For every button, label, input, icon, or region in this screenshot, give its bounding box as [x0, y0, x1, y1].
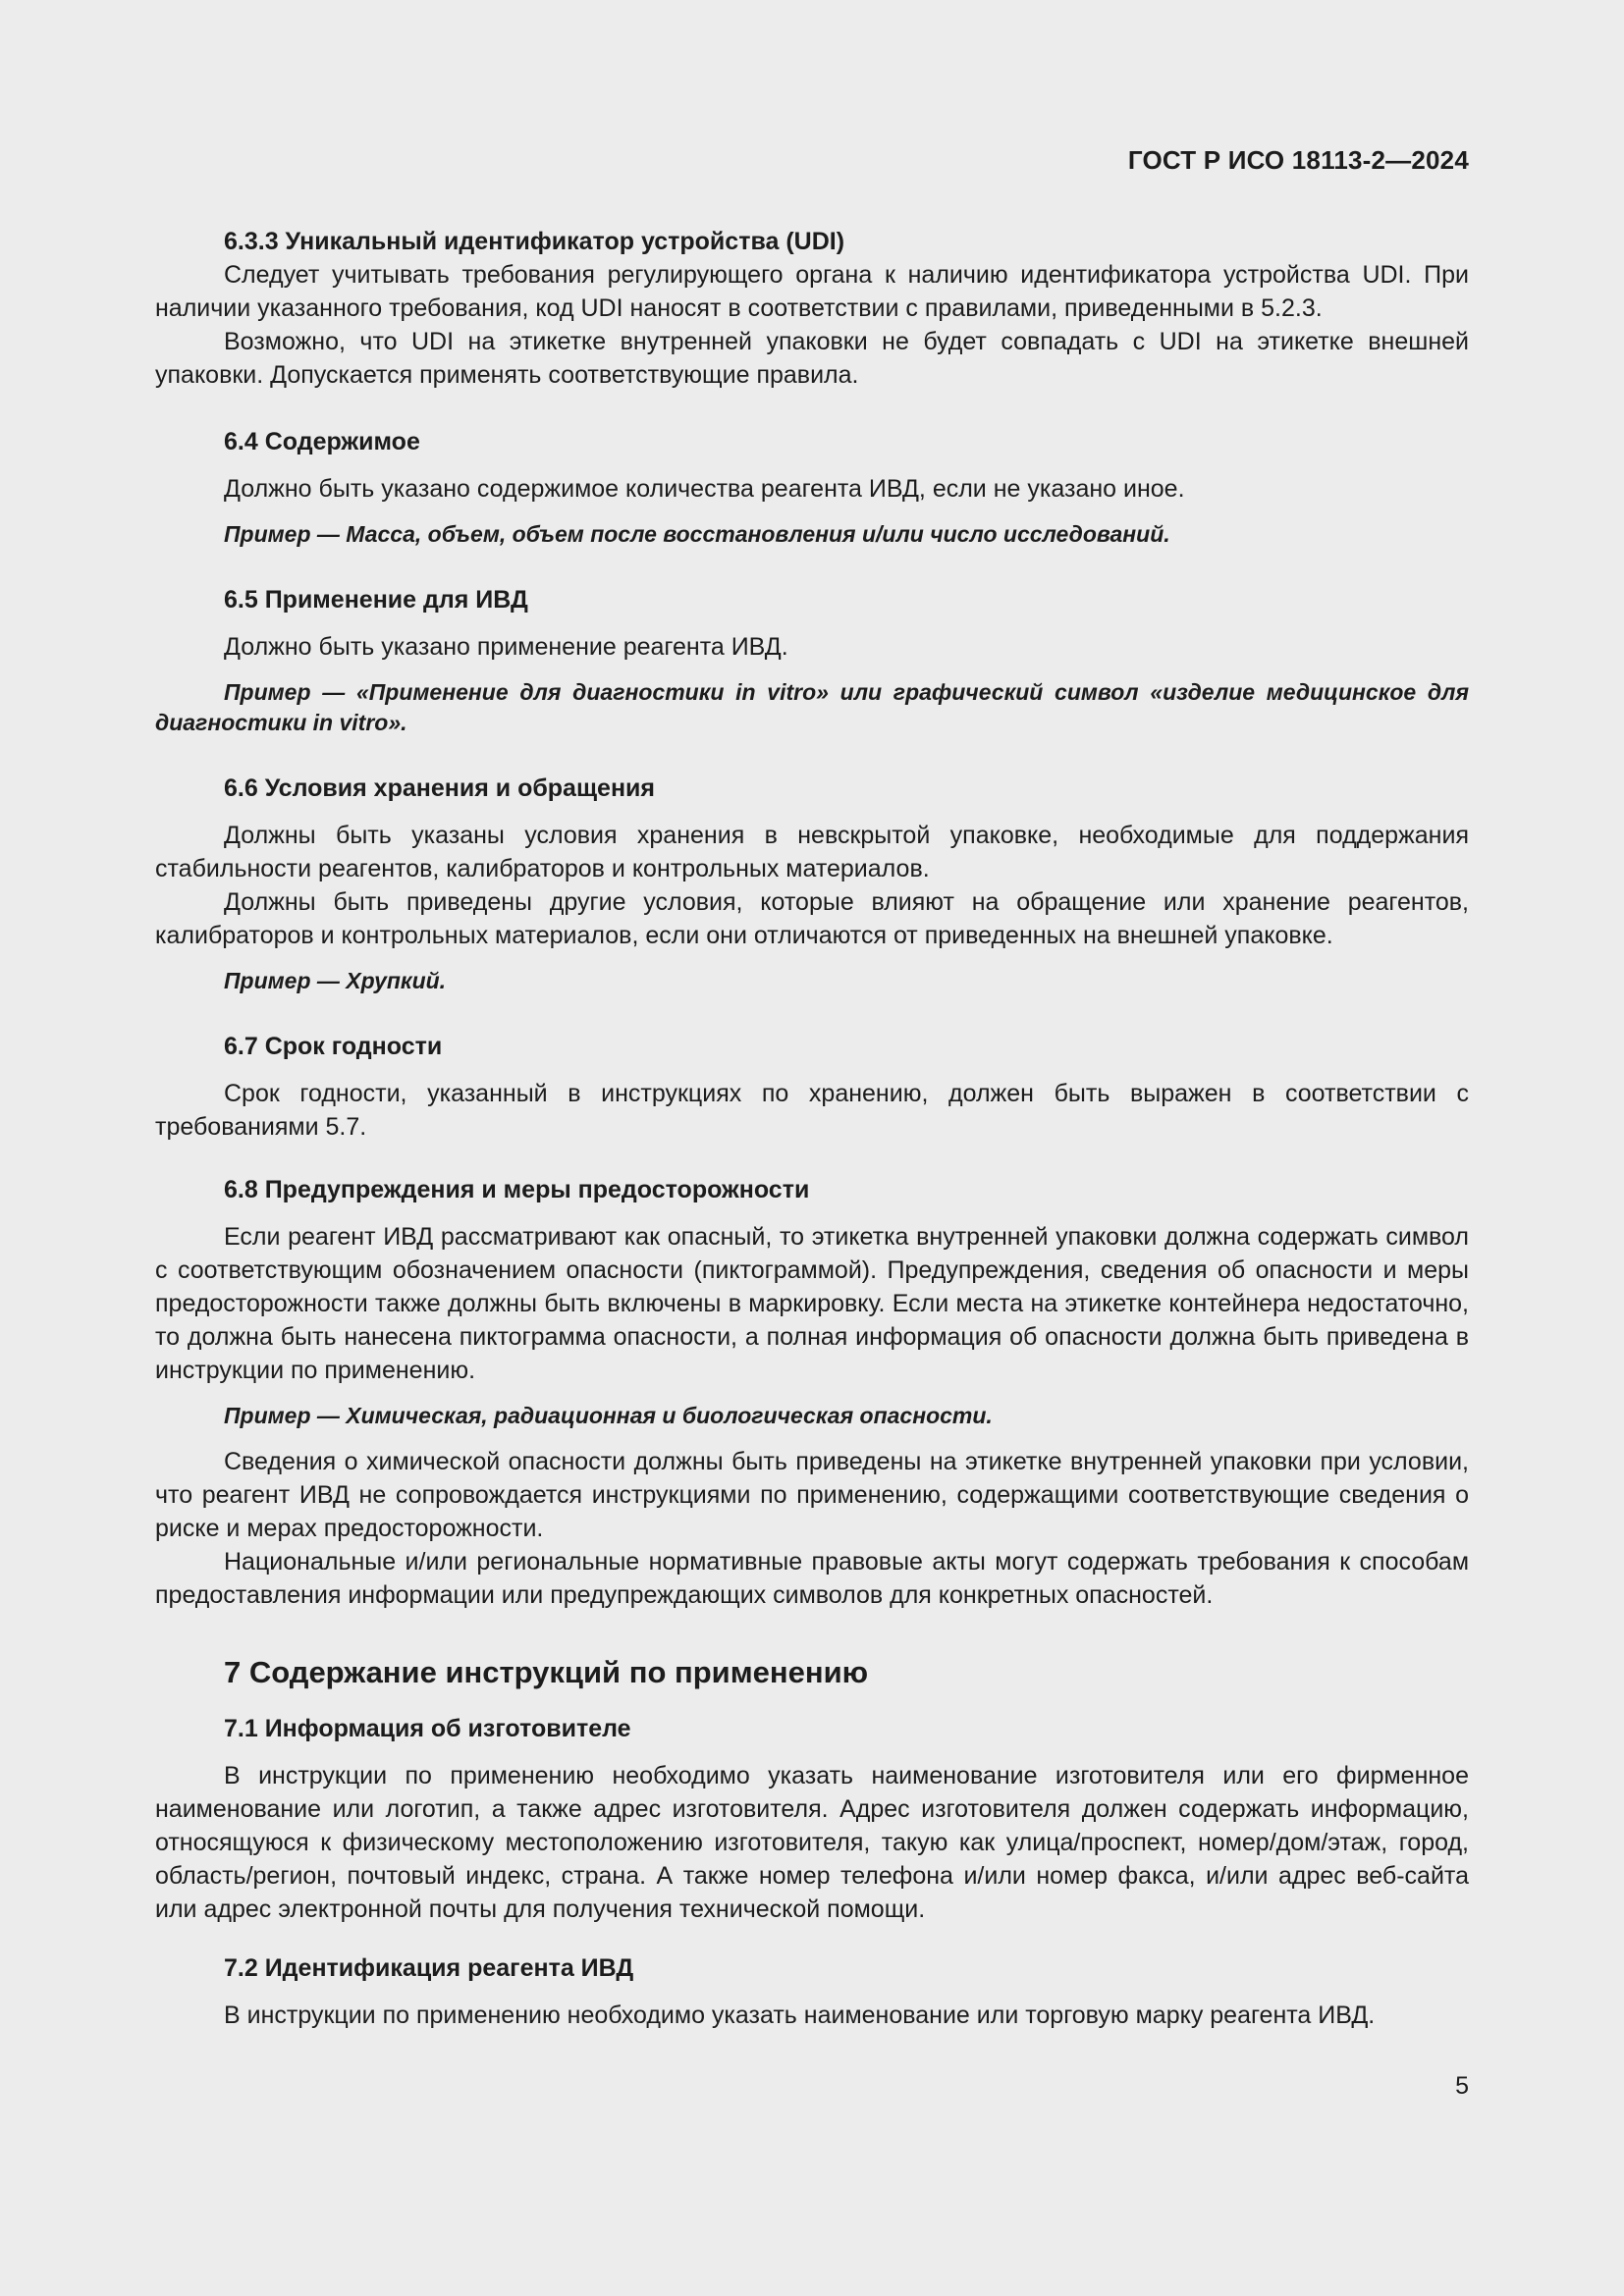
- section-6-3-3-title: 6.3.3 Уникальный идентификатор устройства (UDI): [224, 228, 845, 255]
- section-6-8-paragraph-3: Национальные и/или региональные нормативные правовые акты могут содержать требования к способам предоставления информации или предупреждающих символов для конкретных опасностей.: [155, 1548, 1469, 1609]
- section-6-5-example: Пример — «Применение для диагностики in vitro» или графический символ «изделие медицинское для диагностики in vitro».: [155, 679, 1469, 735]
- section-7-title: 7 Содержание инструкций по применению: [224, 1655, 869, 1689]
- section-6-4-example: Пример — Масса, объем, объем после восстановления и/или число исследований.: [224, 521, 1170, 547]
- document-body: [155, 225, 1469, 2032]
- section-6-8-example: Пример — Химическая, радиационная и биологическая опасности.: [224, 1403, 993, 1428]
- page-number: 5: [1455, 2072, 1469, 2100]
- section-6-5-title: 6.5 Применение для ИВД: [224, 586, 528, 614]
- section-6-6-example: Пример — Хрупкий.: [224, 968, 447, 993]
- document-code-header: ГОСТ Р ИСО 18113-2—2024: [1127, 145, 1469, 175]
- section-6-3-3-paragraph-1: Следует учитывать требования регулирующего органа к наличию идентификатора устройства UDI. При наличии указанного требования, код UDI наносят в соответствии с правилами, приведенными в 5.2.3.: [155, 261, 1469, 322]
- section-6-4-title: 6.4 Содержимое: [224, 428, 420, 455]
- section-7-2-paragraph-1: В инструкции по применению необходимо указать наименование или торговую марку реагента ИВД.: [224, 2002, 1376, 2029]
- section-6-5-paragraph-1: Должно быть указано применение реагента ИВД.: [224, 633, 788, 661]
- document-page: [155, 0, 1469, 2296]
- section-7-2-title: 7.2 Идентификация реагента ИВД: [224, 1954, 634, 1982]
- section-6-6-title: 6.6 Условия хранения и обращения: [224, 774, 656, 802]
- section-6-3-3-paragraph-2: Возможно, что UDI на этикетке внутренней упаковки не будет совпадать с UDI на этикетке внешней упаковки. Допускается применять соответствующие правила.: [155, 328, 1469, 389]
- section-6-8-paragraph-1: Если реагент ИВД рассматривают как опасный, то этикетка внутренней упаковки должна содержать символ с соответствующим обозначением опасности (пиктограммой). Предупреждения, сведения об опасности и меры предосторожности также должны быть включены в маркировку. Если места на этикетке контейнера недостаточно, то должна быть нанесена пиктограмма опасности, а полная информация об опасности должна быть приведена в инструкции по применению.: [155, 1223, 1469, 1384]
- section-7-1-title: 7.1 Информация об изготовителе: [224, 1715, 631, 1742]
- section-6-4-paragraph-1: Должно быть указано содержимое количества реагента ИВД, если не указано иное.: [224, 475, 1185, 503]
- section-6-8-title: 6.8 Предупреждения и меры предосторожности: [224, 1176, 810, 1203]
- section-6-8-paragraph-2: Сведения о химической опасности должны быть приведены на этикетке внутренней упаковки при условии, что реагент ИВД не сопровождается инструкциями по применению, содержащими соответствующие сведения о риске и мерах предосторожности.: [155, 1448, 1469, 1542]
- section-6-6-paragraph-1: Должны быть указаны условия хранения в невскрытой упаковке, необходимые для поддержания стабильности реагентов, калибраторов и контрольных материалов.: [155, 822, 1469, 882]
- section-6-7-paragraph-1: Срок годности, указанный в инструкциях по хранению, должен быть выражен в соответствии с требованиями 5.7.: [155, 1080, 1469, 1141]
- section-6-6-paragraph-2: Должны быть приведены другие условия, которые влияют на обращение или хранение реагентов, калибраторов и контрольных материалов, если они отличаются от приведенных на внешней упаковке.: [155, 888, 1469, 949]
- section-6-7-title: 6.7 Срок годности: [224, 1033, 443, 1060]
- section-7-1-paragraph-1: В инструкции по применению необходимо указать наименование изготовителя или его фирменное наименование или логотип, а также адрес изготовителя. Адрес изготовителя должен содержать информацию, относящуюся к физическому местоположению изготовителя, такую как улица/проспект, номер/дом/этаж, город, область/регион, почтовый индекс, страна. А также номер телефона и/или номер факса, и/или адрес веб-сайта или адрес электронной почты для получения технической помощи.: [155, 1762, 1469, 1923]
